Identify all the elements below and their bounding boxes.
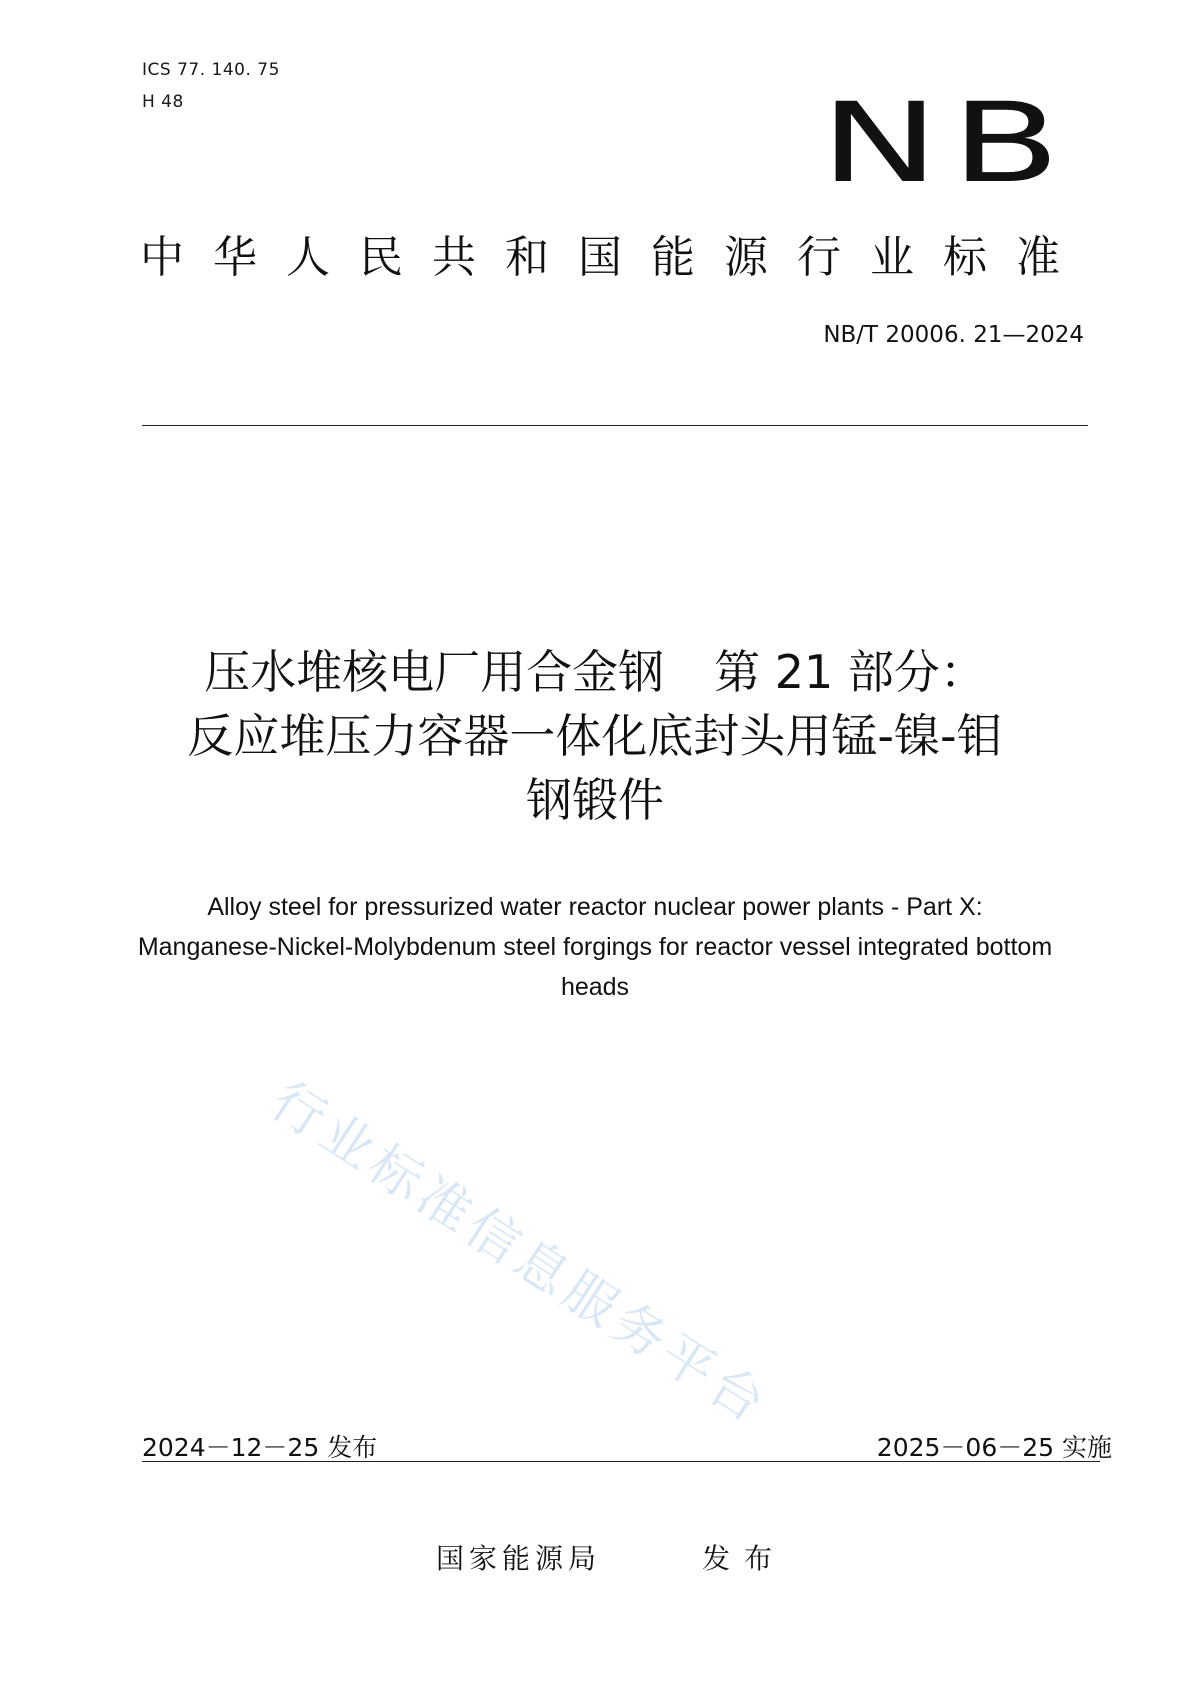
watermark: 行业标准信息服务平台: [260, 1070, 780, 1438]
bottom-divider: [142, 1461, 1100, 1462]
title-cn-line2: 反应堆压力容器一体化底封头用锰-镍-钼: [187, 709, 1003, 763]
title-en: [110, 887, 1080, 1007]
title-en-line3: heads: [560, 973, 630, 1001]
nb-logo: NB: [820, 79, 1072, 207]
classification-code: H 48: [142, 92, 184, 112]
standard-name-cn: 中华人民共和国能源行业标准: [140, 232, 1089, 283]
title-cn-line3: 钢锻件: [526, 773, 664, 827]
ics-code: ICS 77. 140. 75: [142, 60, 280, 80]
standard-number: NB/T 20006. 21—2024: [823, 322, 1084, 348]
publish-label: 发布: [702, 1542, 787, 1575]
implementation-date: 2025－06－25 实施: [876, 1433, 1112, 1462]
title-cn-line1-part1: 压水堆核电厂用合金钢: [204, 645, 665, 699]
title-cn: [100, 640, 1090, 832]
title-cn-line1: [100, 640, 1090, 704]
title-en-line2: Manganese-Nickel-Molybdenum steel forgings for reactor vessel integrated bottom: [137, 933, 1053, 961]
title-en-line1: Alloy steel for pressurized water reactor nuclear power plants - Part X:: [207, 893, 983, 921]
issue-date: 2024－12－25 发布: [142, 1433, 378, 1462]
top-divider: [142, 425, 1088, 426]
title-cn-line1-part2: 第 21 部分：: [714, 645, 986, 699]
publisher: 国家能源局: [436, 1542, 602, 1575]
